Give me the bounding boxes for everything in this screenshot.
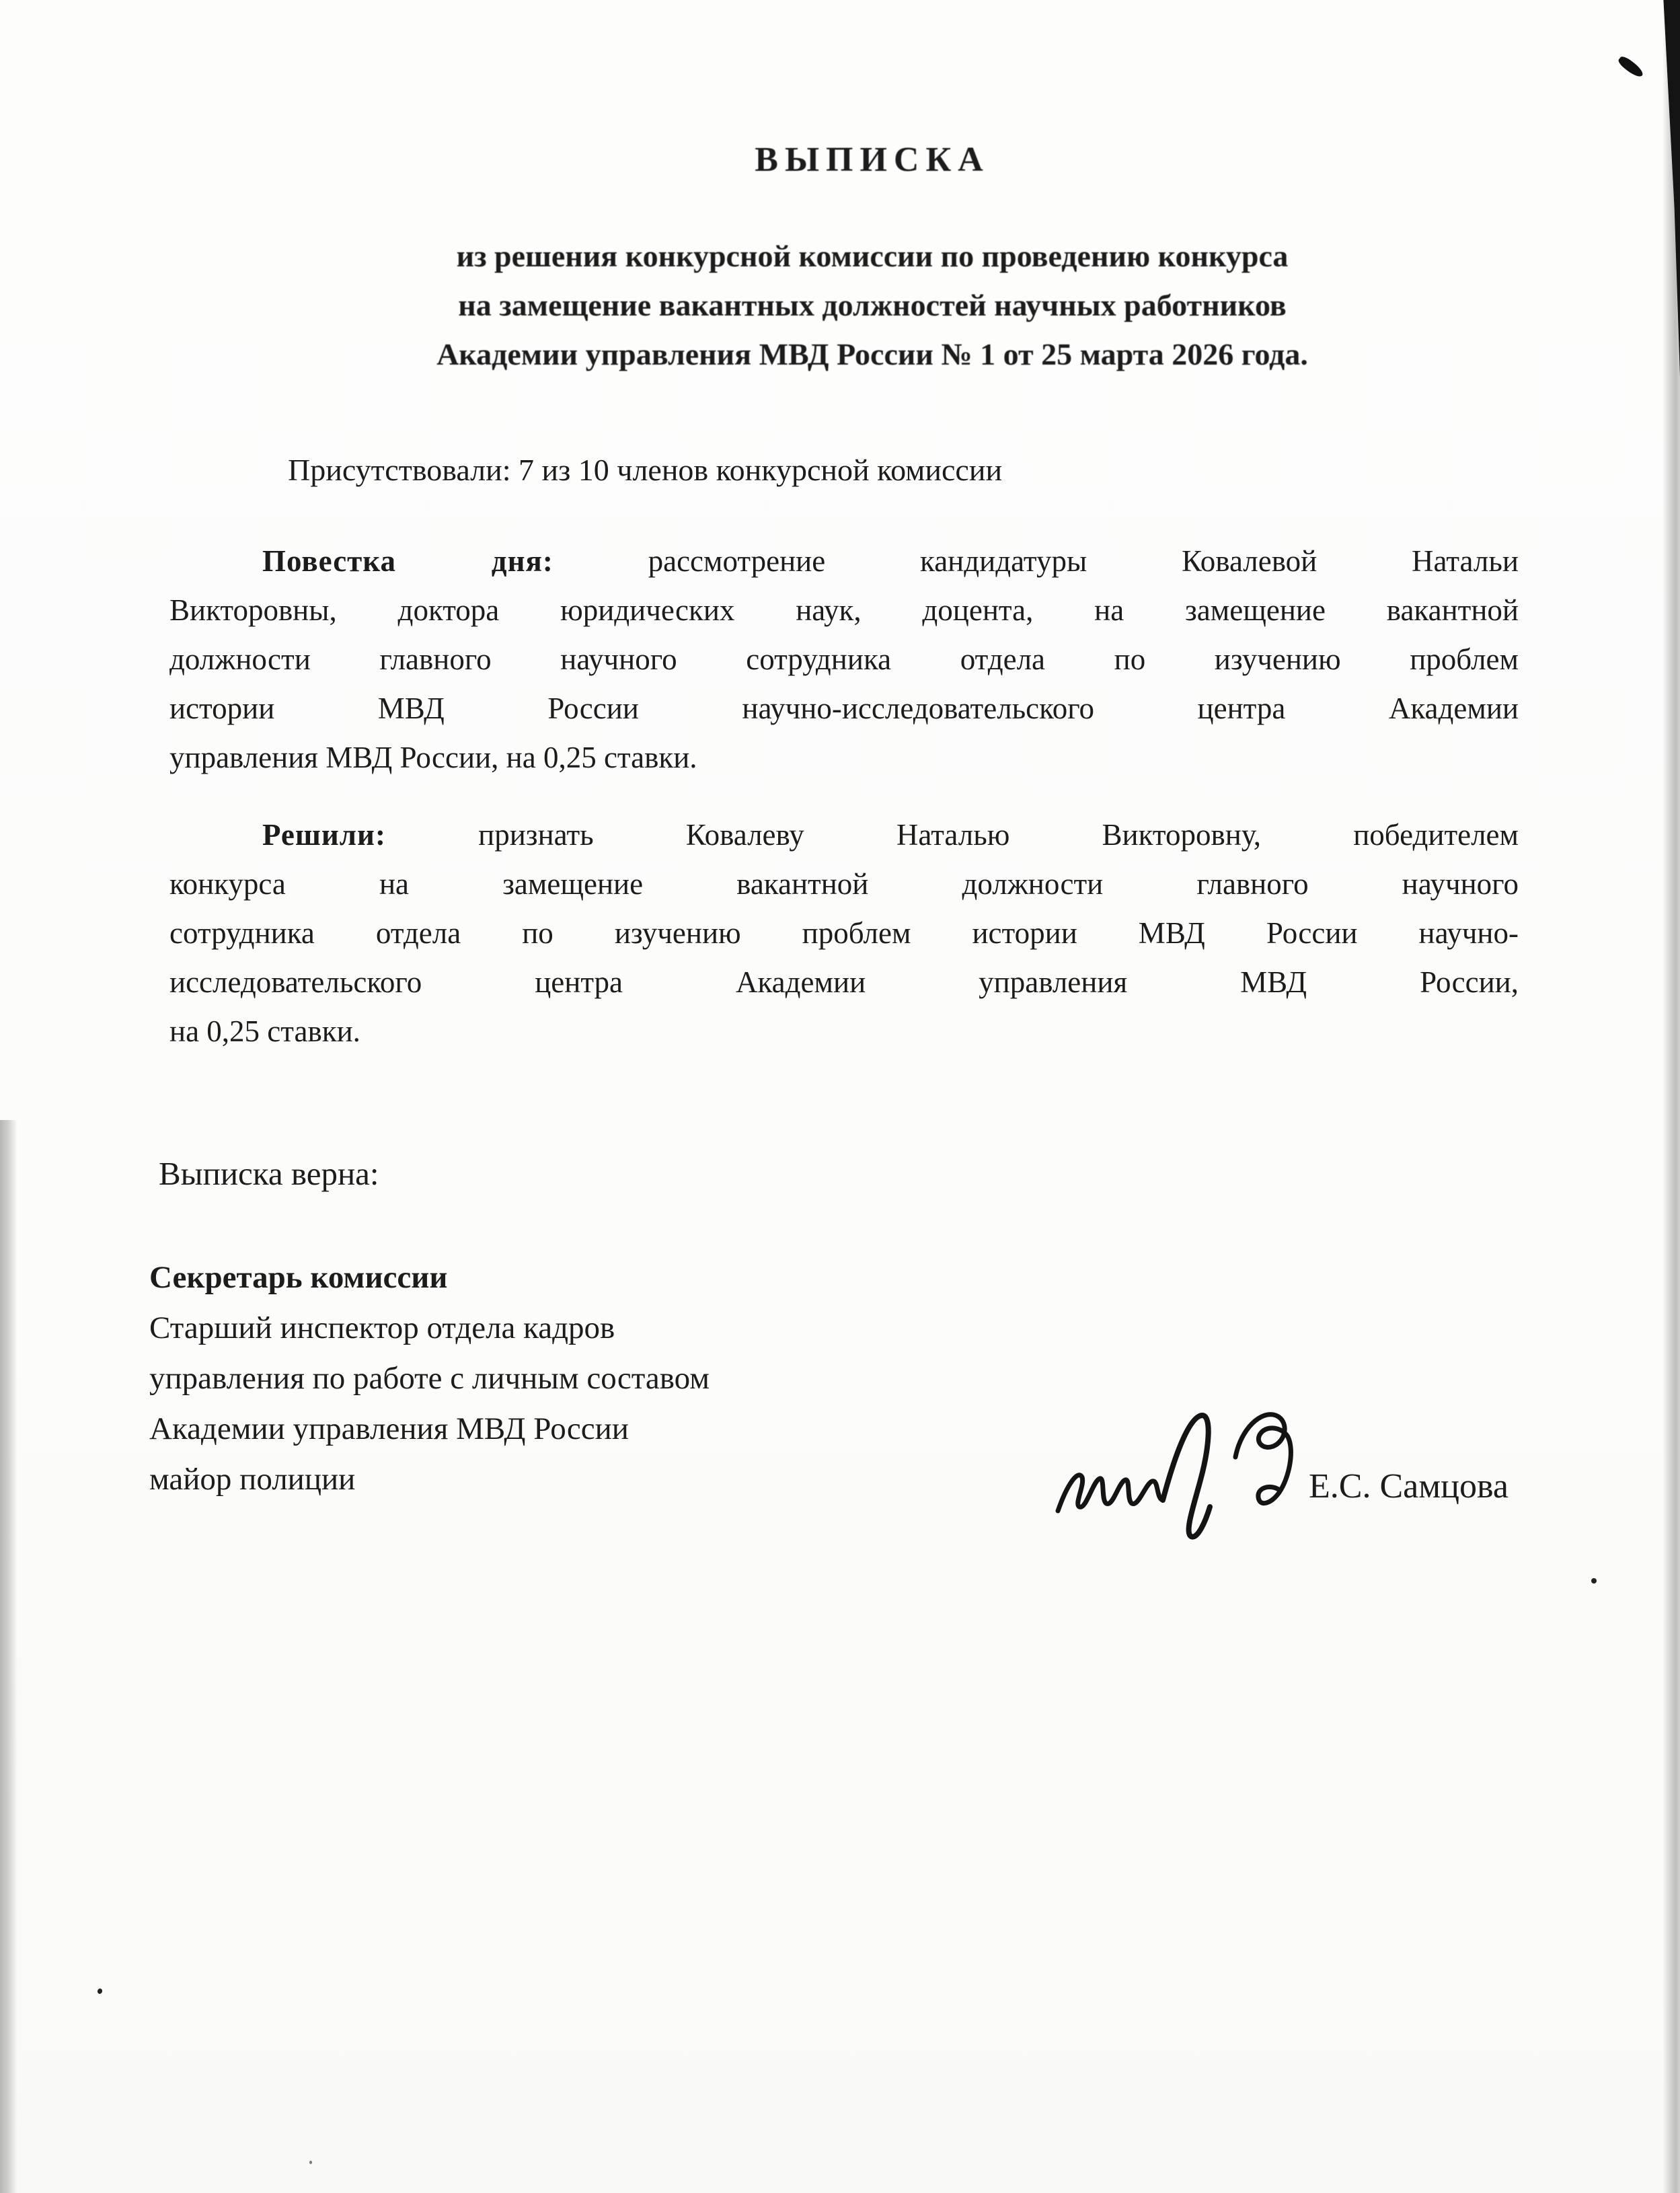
resolution-label: Решили: [262, 818, 386, 852]
ink-speck [97, 1988, 103, 1995]
certification-line: Выписка верна: [159, 1155, 379, 1192]
resolution-line-5: на 0,25 ставки. [169, 1014, 360, 1048]
agenda-line-2: Викторовны, доктора юридических наук, доцента, на замещение вакантной [169, 593, 1519, 627]
ink-speck [309, 2161, 312, 2164]
resolution-line-2: конкурса на замещение вакантной должности главного научного [169, 867, 1519, 901]
document-title: ВЫПИСКА [755, 141, 990, 179]
signatory-name: Е.С. Самцова [1309, 1467, 1509, 1506]
agenda-line-4: истории МВД России научно-исследовательского центра Академии [169, 692, 1519, 725]
resolution-line-4: исследовательского центра Академии управления МВД России, [169, 965, 1519, 999]
agenda-line-1-text: рассмотрение кандидатуры Ковалевой Натальи [648, 544, 1519, 578]
signatory-role-line-4: майор полиции [149, 1462, 356, 1497]
pen-check-mark [1617, 54, 1645, 80]
ink-speck [1591, 1578, 1597, 1584]
agenda-label: Повестка дня: [262, 544, 553, 578]
resolution-line-3: сотрудника отдела по изучению проблем истории МВД России научно- [169, 916, 1519, 950]
document-subtitle [169, 231, 1575, 379]
agenda-paragraph [169, 537, 1519, 782]
signatory-role-line-3: Академии управления МВД России [149, 1411, 629, 1446]
scan-left-edge-shadow [0, 1120, 17, 2193]
scan-right-edge-shadow [1663, 0, 1680, 2193]
resolution-paragraph [169, 811, 1519, 1056]
agenda-line-5: управления МВД России, на 0,25 ставки. [169, 741, 697, 774]
agenda-line-3: должности главного научного сотрудника отдела по изучению проблем [169, 642, 1519, 676]
attendance-line: Присутствовали: 7 из 10 членов конкурсной комиссии [288, 453, 1003, 487]
signatory-role-title: Секретарь комиссии [149, 1260, 448, 1295]
agenda-line-1 [169, 537, 1519, 586]
signatory-role-line-1: Старший инспектор отдела кадров [149, 1310, 615, 1345]
resolution-line-1-text: признать Ковалеву Наталью Викторовну, победителем [478, 818, 1519, 852]
subtitle-line-1: из решения конкурсной комиссии по проведению конкурса [456, 239, 1289, 273]
signatory-block [149, 1253, 1091, 1505]
resolution-line-1 [169, 811, 1519, 860]
subtitle-line-2: на замещение вакантных должностей научных работников [458, 288, 1287, 322]
subtitle-line-3: Академии управления МВД России № 1 от 25 марта 2026 года. [436, 337, 1308, 371]
signatory-role-line-2: управления по работе с личным составом [149, 1361, 710, 1396]
